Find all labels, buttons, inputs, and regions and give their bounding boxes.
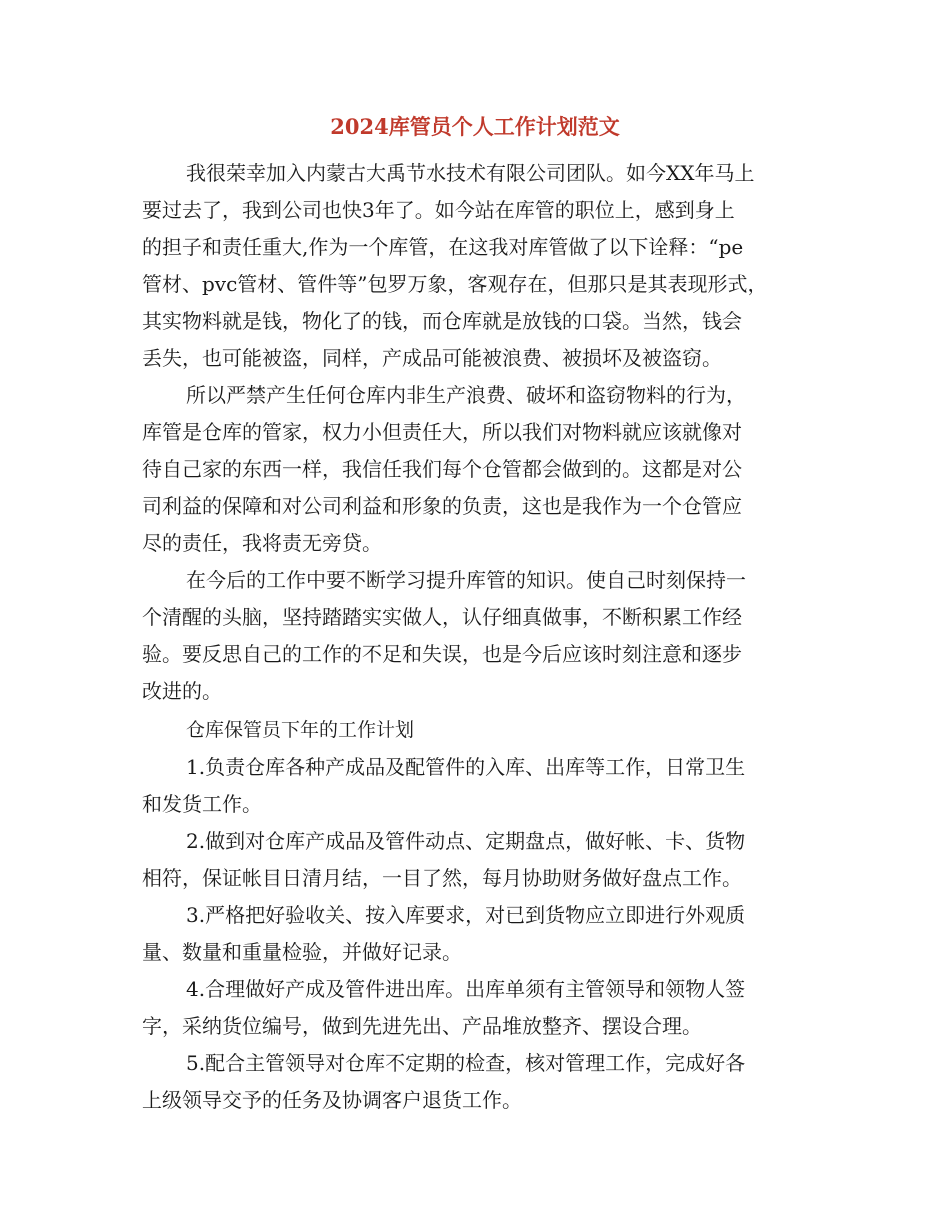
paragraph-line: 管材、pvc管材、管件等”包罗万象，客观存在，但那只是其表现形式， xyxy=(142,272,768,296)
paragraph-line: 我很荣幸加入内蒙古大禹节水技术有限公司团队。如今XX年马上 xyxy=(186,161,755,185)
list-item-line: 上级领导交予的任务及协调客户退货工作。 xyxy=(142,1088,522,1112)
list-item-line: 和发货工作。 xyxy=(142,792,262,816)
list-item-line: 2.做到对仓库产成品及管件动点、定期盘点，做好帐、卡、货物 xyxy=(186,829,746,853)
list-item-line: 1.负责仓库各种产成品及配管件的入库、出库等工作，日常卫生 xyxy=(186,755,746,779)
paragraph-line: 所以严禁产生任何仓库内非生产浪费、破坏和盗窃物料的行为， xyxy=(186,383,746,407)
section-heading: 仓库保管员下年的工作计划 xyxy=(186,719,415,741)
paragraph-line: 待自己家的东西一样，我信任我们每个仓管都会做到的。这都是对公 xyxy=(142,457,742,481)
paragraph-line: 改进的。 xyxy=(142,679,222,703)
list-item-line: 4.合理做好产成及管件进出库。出库单须有主管领导和领物人签 xyxy=(186,977,746,1001)
paragraph-line: 库管是仓库的管家，权力小但责任大，所以我们对物料就应该就像对 xyxy=(142,420,742,444)
paragraph-line: 个清醒的头脑，坚持踏踏实实做人，认仔细真做事，不断积累工作经 xyxy=(142,605,742,629)
paragraph-line: 其实物料就是钱，物化了的钱，而仓库就是放钱的口袋。当然，钱会 xyxy=(142,309,742,333)
paragraph-line: 的担子和责任重大,作为一个库管，在这我对库管做了以下诠释：“pe xyxy=(142,235,744,259)
document-title: 2024库管员个人工作计划范文 xyxy=(330,114,620,139)
paragraph-line: 司利益的保障和对公司利益和形象的负责，这也是我作为一个仓管应 xyxy=(142,494,742,518)
list-item-line: 3.严格把好验收关、按入库要求，对已到货物应立即进行外观质 xyxy=(186,903,746,927)
list-item-line: 5.配合主管领导对仓库不定期的检查，核对管理工作，完成好各 xyxy=(186,1051,746,1075)
paragraph-line: 在今后的工作中要不断学习提升库管的知识。使自己时刻保持一 xyxy=(186,568,746,592)
paragraph-line: 尽的责任，我将责无旁贷。 xyxy=(142,531,382,555)
paragraph-line: 验。要反思自己的工作的不足和失误，也是今后应该时刻注意和逐步 xyxy=(142,642,742,666)
list-item-line: 量、数量和重量检验，并做好记录。 xyxy=(142,940,462,964)
list-item-line: 字，采纳货位编号，做到先进先出、产品堆放整齐、摆设合理。 xyxy=(142,1014,702,1038)
list-item-line: 相符，保证帐目日清月结，一目了然，每月协助财务做好盘点工作。 xyxy=(142,866,742,890)
paragraph-line: 丢失，也可能被盗，同样，产成品可能被浪费、被损坏及被盗窃。 xyxy=(142,346,722,370)
paragraph-line: 要过去了，我到公司也快3年了。如今站在库管的职位上，感到身上 xyxy=(142,198,735,222)
